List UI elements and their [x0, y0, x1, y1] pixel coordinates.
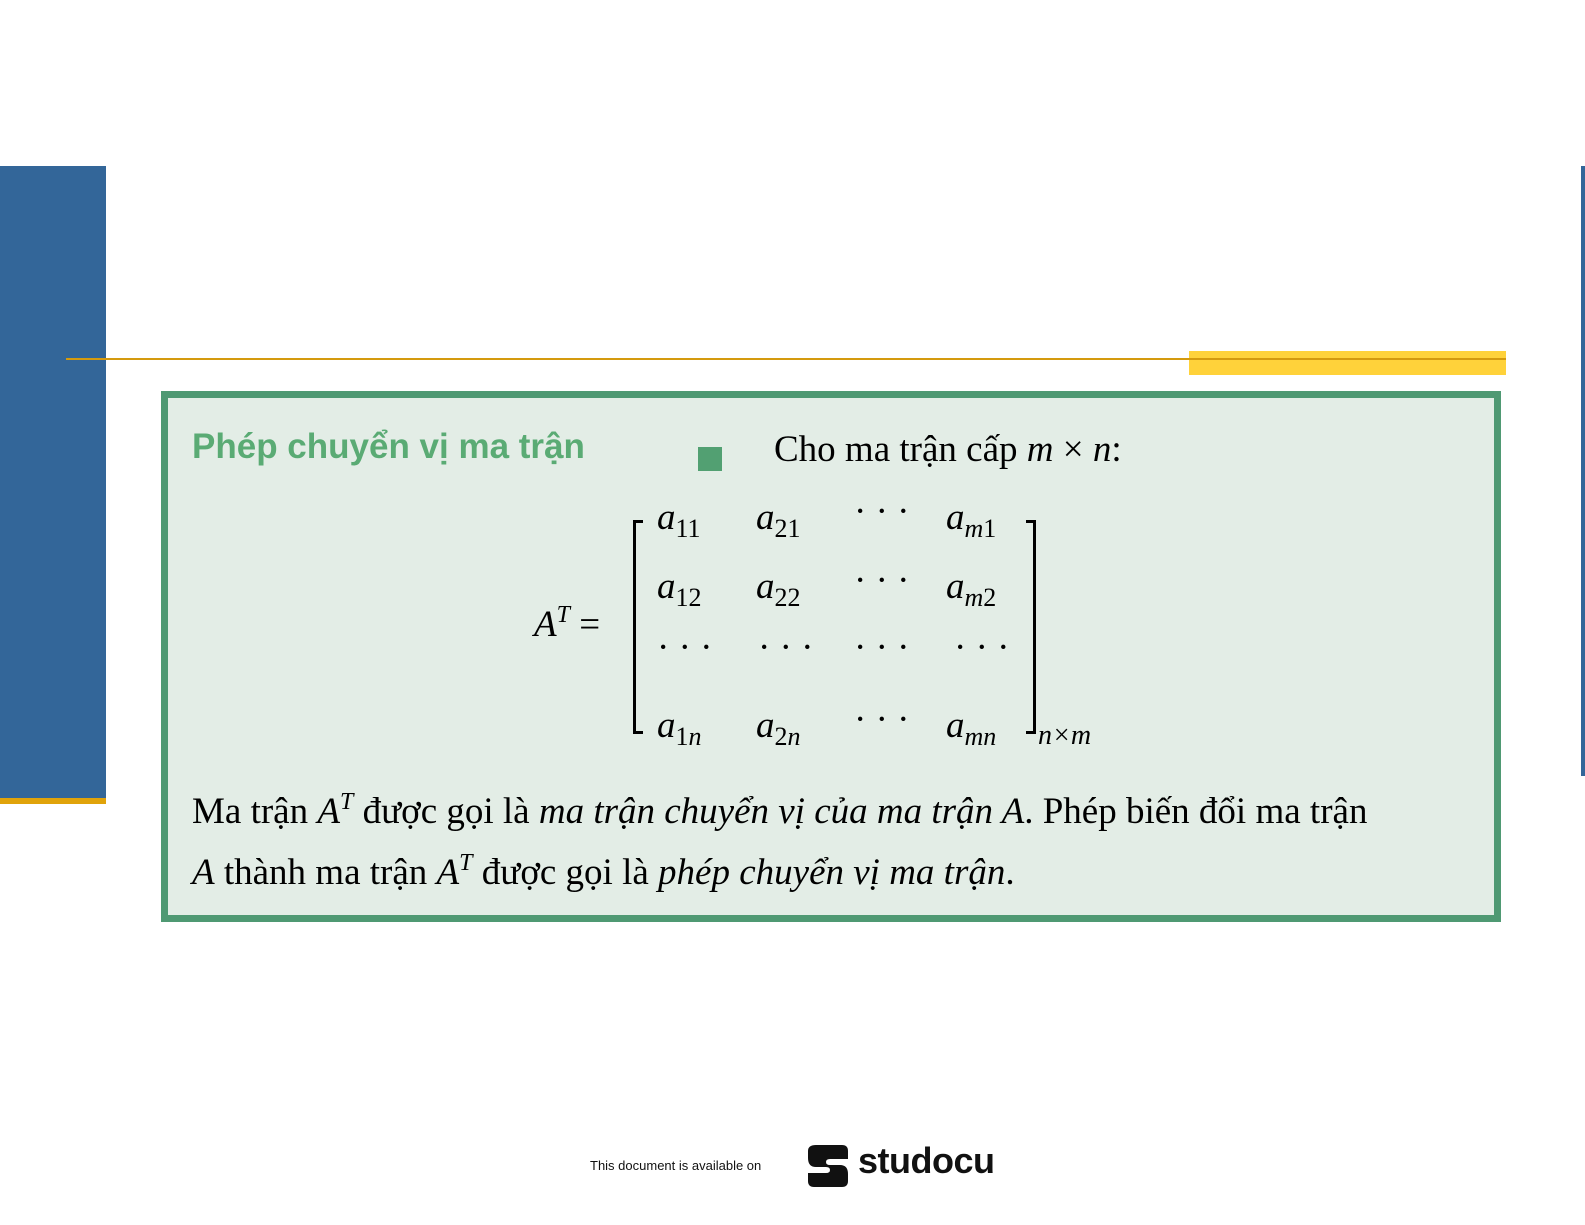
- left-sidebar-accent: [0, 798, 106, 804]
- intro-line: Cho ma trận cấp m × n:: [774, 429, 1122, 470]
- left-sidebar-bar: [0, 166, 106, 798]
- matrix-cell: · · ·: [854, 560, 910, 601]
- matrix-cell: · · ·: [954, 627, 1010, 668]
- definition-line-1: Ma trận $A^T$ được gọi là ma trận chuyển vị của ma trận A. Phép biến đổi ma trận: [192, 789, 1368, 832]
- matrix-cell: $a_{1n}$: [657, 705, 702, 751]
- studocu-logo-icon[interactable]: [806, 1143, 850, 1189]
- matrix-cell: $a_{m1}$: [946, 497, 997, 543]
- matrix-lhs: $A^T$ =: [534, 602, 601, 645]
- matrix-cell: · · ·: [854, 627, 910, 668]
- matrix-cell: $a_{21}$: [756, 497, 801, 543]
- right-edge-bar: [1581, 166, 1585, 776]
- studocu-logo-text[interactable]: studocu: [858, 1140, 995, 1181]
- header-rule-highlight: [1189, 351, 1506, 375]
- matrix-cell: $a_{12}$: [657, 566, 702, 612]
- matrix-cell: $a_{2n}$: [756, 705, 801, 751]
- matrix-cell: · · ·: [758, 627, 814, 668]
- matrix-cell: $a_{m2}$: [946, 566, 997, 612]
- matrix-cell: · · ·: [854, 699, 910, 740]
- matrix-left-bracket: [633, 520, 643, 734]
- matrix-cell: $a_{mn}$: [946, 705, 997, 751]
- matrix-cell: · · ·: [854, 491, 910, 532]
- section-heading: Phép chuyển vị ma trận: [192, 427, 585, 466]
- matrix-cell: · · ·: [657, 627, 713, 668]
- definition-line-2: A thành ma trận $A^T$ được gọi là phép chuyển vị ma trận.: [192, 850, 1015, 893]
- matrix-dimension: n×m: [1038, 720, 1092, 751]
- matrix-cell: $a_{11}$: [657, 497, 701, 543]
- footer-availability-text: This document is available on: [590, 1158, 762, 1173]
- definition-box: [161, 391, 1501, 922]
- matrix-cell: $a_{22}$: [756, 566, 801, 612]
- matrix-right-bracket: [1026, 520, 1036, 734]
- square-bullet-icon: [698, 447, 722, 471]
- header-rule-line: [1189, 358, 1506, 360]
